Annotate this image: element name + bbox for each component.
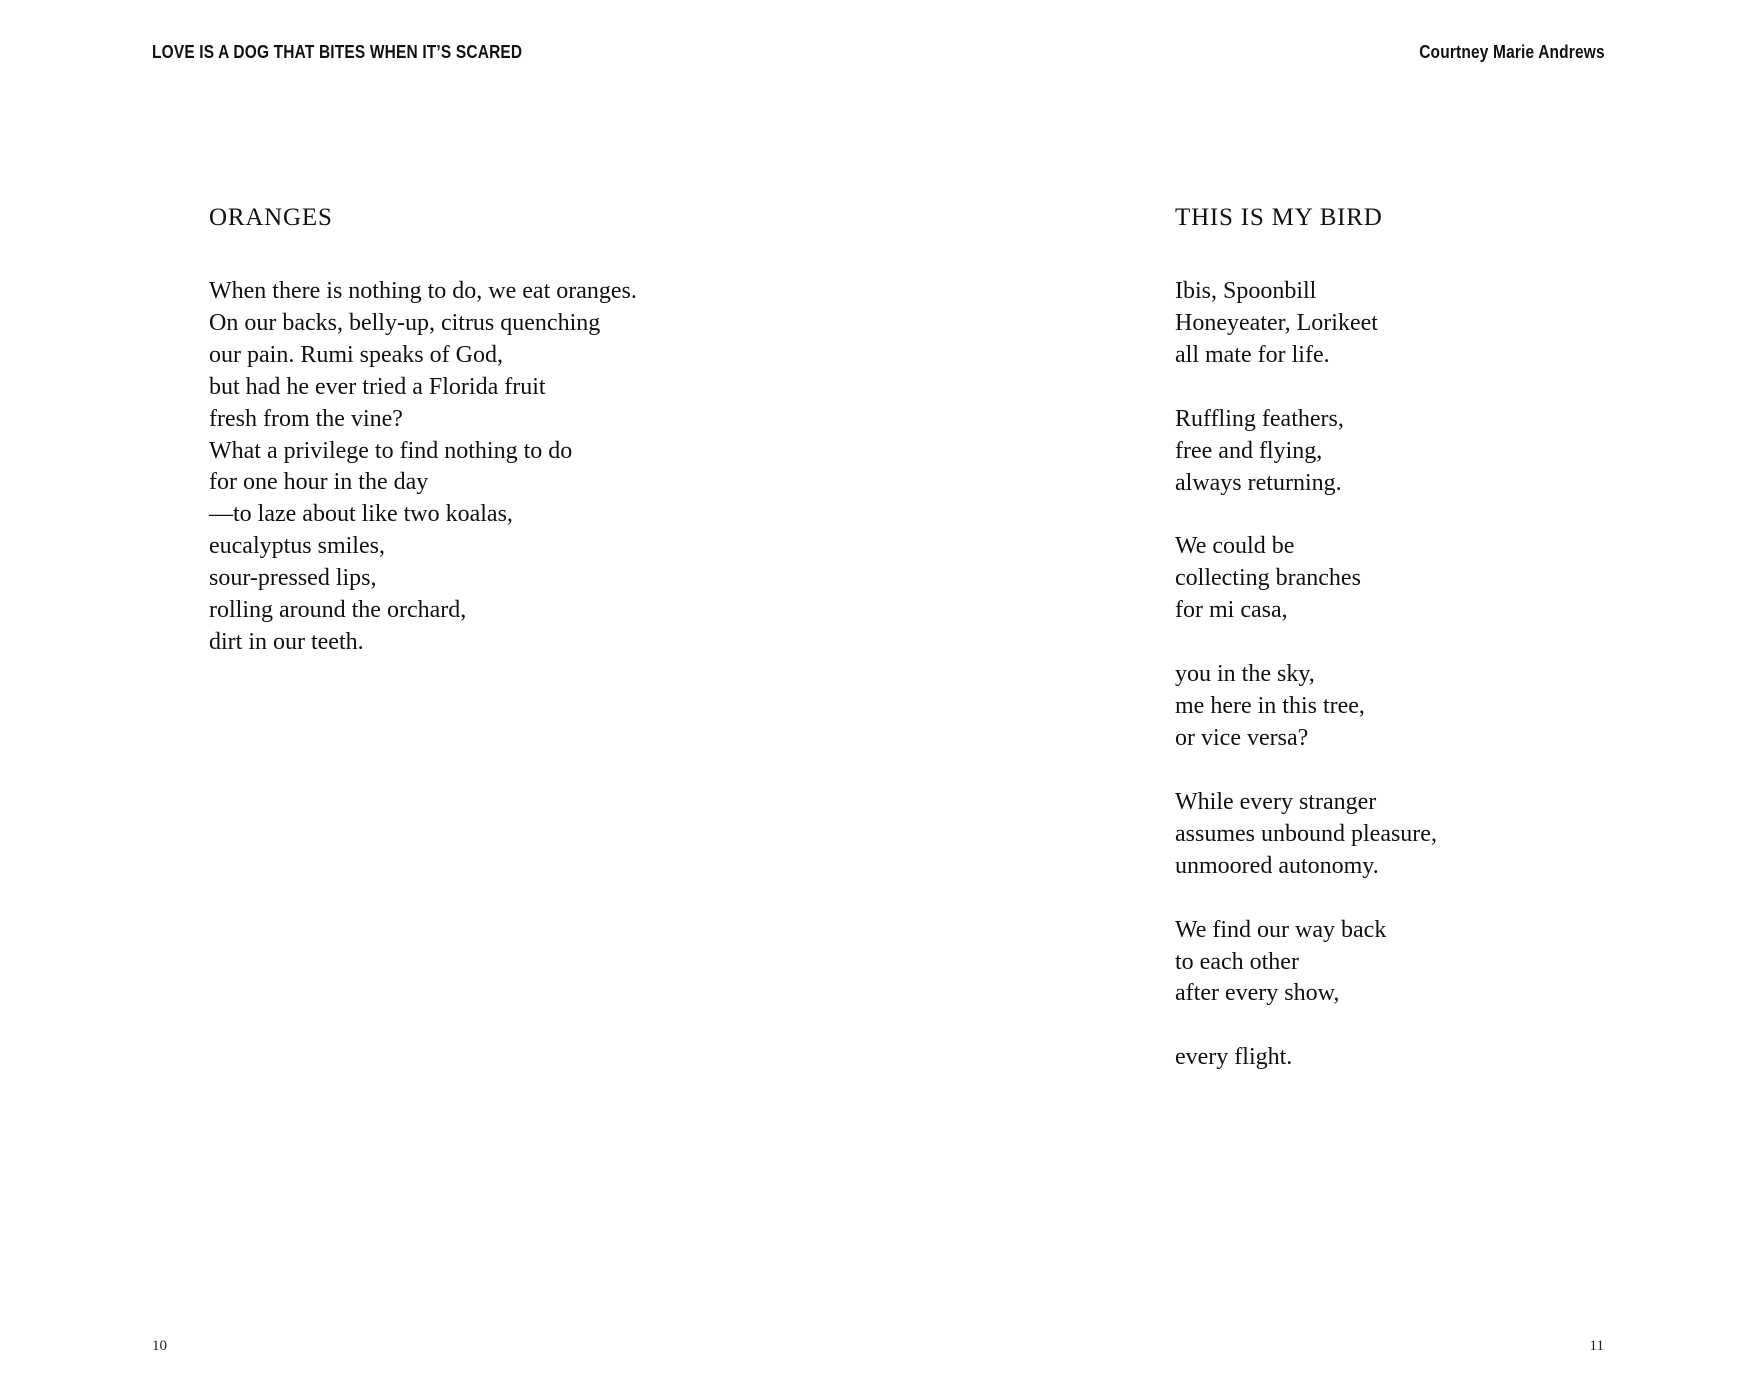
stanza bbox=[1175, 1042, 1595, 1074]
poem-this-is-my-bird bbox=[1175, 202, 1595, 1106]
poem-line: Ibis, Spoonbill bbox=[1175, 278, 1317, 304]
stanza bbox=[209, 276, 809, 659]
poem-line: —to laze about like two koalas, bbox=[209, 501, 513, 528]
poem-line: but had he ever tried a Florida fruit bbox=[209, 373, 546, 400]
page-number: 10 bbox=[152, 1338, 167, 1354]
poem-line: every flight. bbox=[1175, 1044, 1293, 1071]
poem-line: While every stranger bbox=[1175, 788, 1377, 815]
poem-line: We find our way back bbox=[1175, 916, 1387, 943]
poem-line: Ruffling feathers, bbox=[1175, 405, 1344, 432]
poem-line: sour-pressed lips, bbox=[209, 565, 377, 592]
poem-line: We could be bbox=[1175, 533, 1295, 560]
poem-line: free and flying, bbox=[1175, 437, 1323, 464]
poem-line: On our backs, belly-up, citrus quenching bbox=[209, 309, 601, 336]
poem-line: our pain. Rumi speaks of God, bbox=[209, 341, 503, 368]
poem-line: What a privilege to find nothing to do bbox=[209, 437, 573, 464]
stanza bbox=[1175, 787, 1595, 883]
poem-line: me here in this tree, bbox=[1175, 693, 1365, 720]
poem-line: eucalyptus smiles, bbox=[209, 533, 385, 560]
poem-line: fresh from the vine? bbox=[209, 405, 403, 432]
stanza bbox=[1175, 531, 1595, 627]
poem-line: dirt in our teeth. bbox=[209, 628, 364, 655]
poem-line: for one hour in the day bbox=[209, 469, 429, 496]
poem-line: unmoored autonomy. bbox=[1175, 852, 1379, 879]
poem-title: THIS IS MY BIRD bbox=[1175, 204, 1383, 231]
poem-line: always returning. bbox=[1175, 469, 1342, 496]
poem-line: all mate for life. bbox=[1175, 341, 1330, 368]
poem-line: or vice versa? bbox=[1175, 724, 1309, 751]
stanza bbox=[1175, 276, 1595, 372]
poem-line: Honeyeater, Lorikeet bbox=[1175, 309, 1378, 336]
poem-line: assumes unbound pleasure, bbox=[1175, 820, 1437, 847]
book-title-running-head: LOVE IS A DOG THAT BITES WHEN IT’S SCARED bbox=[152, 42, 523, 62]
stanza bbox=[1175, 659, 1595, 755]
poem-oranges bbox=[209, 202, 809, 691]
poem-line: for mi casa, bbox=[1175, 597, 1288, 624]
poem-line: to each other bbox=[1175, 948, 1299, 975]
poem-line: after every show, bbox=[1175, 980, 1340, 1007]
stanza bbox=[1175, 404, 1595, 500]
page-number: 11 bbox=[1589, 1338, 1604, 1354]
stanza bbox=[1175, 915, 1595, 1011]
poem-line: you in the sky, bbox=[1175, 661, 1315, 688]
poem-line: collecting branches bbox=[1175, 565, 1361, 592]
author-running-head: Courtney Marie Andrews bbox=[1419, 42, 1605, 62]
poem-title: ORANGES bbox=[209, 204, 333, 231]
poem-line: When there is nothing to do, we eat oranges. bbox=[209, 278, 637, 304]
poem-line: rolling around the orchard, bbox=[209, 597, 467, 624]
